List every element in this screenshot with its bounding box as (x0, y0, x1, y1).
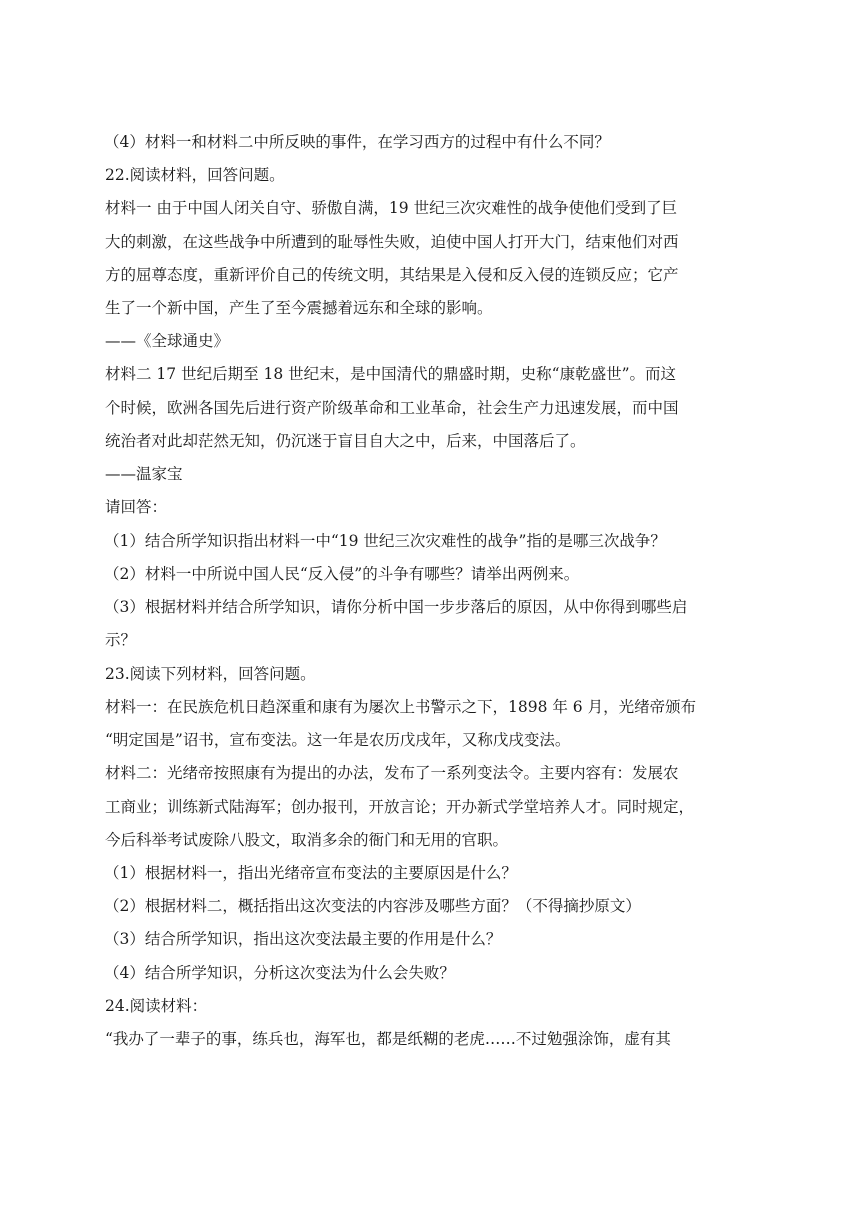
q22-material-2-source: ——温家宝 (105, 465, 183, 483)
q23-material-2-line-3: 今后科举考试废除八股文，取消多余的衙门和无用的官职。 (105, 831, 509, 849)
q22-prompt: 请回答： (105, 498, 168, 516)
question-23-2: （2）根据材料二，概括指出这次变法的内容涉及哪些方面？（不得摘抄原文） (104, 897, 641, 915)
question-23-1: （1）根据材料一，指出光绪帝宣布变法的主要原因是什么？ (104, 864, 517, 882)
q23-material-2-line-1: 材料二：光绪帝按照康有为提出的办法，发布了一系列变法令。主要内容有：发展农 (105, 764, 679, 782)
q23-material-1-line-2: “明定国是”诏书，宣布变法。这一年是农历戊戌年，又称戊戌变法。 (105, 731, 571, 749)
q22-material-2-line-1: 材料二 17 世纪后期至 18 世纪末，是中国清代的鼎盛时期，史称“康乾盛世”。而这 (105, 365, 677, 383)
question-22-heading: 22.阅读材料，回答问题。 (105, 166, 285, 184)
question-22-2: （2）材料一中所说中国人民“反入侵”的斗争有哪些？请举出两例来。 (104, 565, 580, 583)
question-22-3-cont: 示？ (105, 631, 137, 649)
q23-material-2-line-2: 工商业；训练新式陆海军；创办报刊，开放言论；开办新式学堂培养人才。同时规定， (105, 798, 695, 816)
q22-material-1-line-2: 大的刺激，在这些战争中所遭到的耻辱性失败，迫使中国人打开大门，结束他们对西 (105, 233, 679, 251)
question-23-3: （3）结合所学知识，指出这次变法最主要的作用是什么？ (104, 930, 502, 948)
question-21-4: （4）材料一和材料二中所反映的事件，在学习西方的过程中有什么不同？ (104, 133, 610, 151)
q22-material-2-line-3: 统治者对此却茫然无知，仍沉迷于盲目自大之中，后来，中国落后了。 (105, 432, 586, 450)
q22-material-1-line-3: 方的屈尊态度，重新评价自己的传统文明，其结果是入侵和反入侵的连锁反应；它产 (105, 266, 679, 284)
q22-material-2-line-2: 个时候，欧洲各国先后进行资产阶级革命和工业革命，社会生产力迅速发展，而中国 (105, 399, 679, 417)
question-24-heading: 24.阅读材料： (105, 997, 208, 1015)
q22-material-1-line-1: 材料一 由于中国人闭关自守、骄傲自满，19 世纪三次灾难性的战争使他们受到了巨 (105, 199, 678, 217)
q23-material-1-line-1: 材料一：在民族危机日趋深重和康有为屡次上书警示之下，1898 年 6 月，光绪帝颁布 (105, 698, 697, 716)
question-23-heading: 23.阅读下列材料，回答问题。 (105, 665, 316, 683)
question-22-3: （3）根据材料并结合所学知识，请你分析中国一步步落后的原因，从中你得到哪些启 (104, 598, 688, 616)
q24-material-line-1: “我办了一辈子的事，练兵也，海军也，都是纸糊的老虎……不过勉强涂饰，虚有其 (105, 1030, 671, 1048)
question-22-1: （1）结合所学知识指出材料一中“19 世纪三次灾难性的战争”指的是哪三次战争？ (104, 532, 666, 550)
q22-material-1-line-4: 生了一个新中国，产生了至今震撼着远东和全球的影响。 (105, 299, 493, 317)
question-23-4: （4）结合所学知识，分析这次变法为什么会失败？ (104, 964, 455, 982)
q22-material-1-source: ——《全球通史》 (105, 332, 230, 350)
